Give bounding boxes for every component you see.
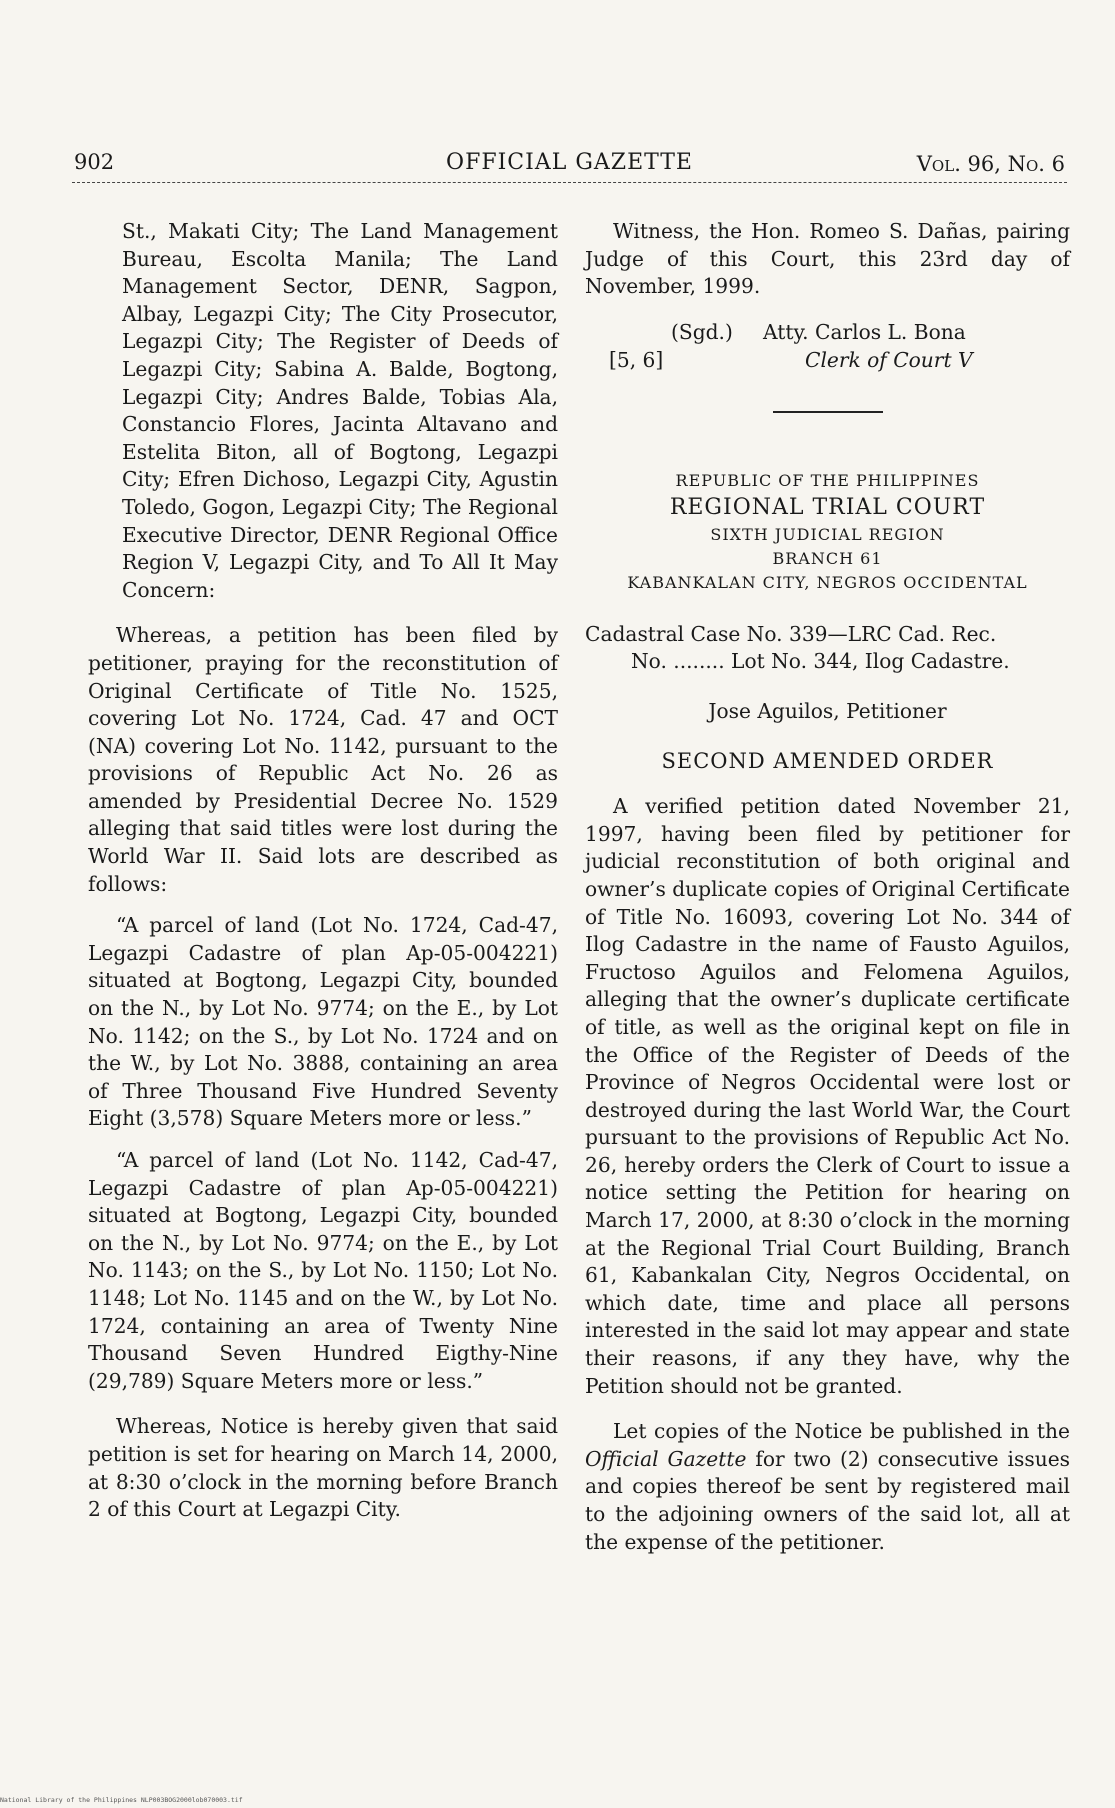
petitioner-line: Jose Aguilos, Petitioner xyxy=(708,698,947,723)
whereas-hearing-paragraph: Whereas, Notice is hereby given that said petition is set for hearing on March 14, 2000, at 8:30 o’clock in the morning before Branch 2 of this Court at Legazpi City. xyxy=(88,1414,558,1522)
publication-text-start: Let copies of the Notice be published in the xyxy=(613,1419,1070,1444)
signatory-position: Clerk of Court V xyxy=(805,347,973,372)
republic-line: REPUBLIC OF THE PHILIPPINES xyxy=(675,470,980,490)
judicial-region: SIXTH JUDICIAL REGION xyxy=(710,524,945,544)
signature-block xyxy=(585,319,1070,375)
scan-caption: National Library of the Philippines NLP003BOG2000lob070003.tif xyxy=(0,1796,243,1804)
signed-mark: (Sgd.) xyxy=(671,319,733,344)
right-column xyxy=(585,218,1070,1556)
court-location: KABANKALAN CITY, NEGROS OCCIDENTAL xyxy=(627,572,1028,592)
left-column xyxy=(88,218,558,1524)
signatory-name: Atty. Carlos L. Bona xyxy=(763,319,966,344)
case-caption xyxy=(585,621,1070,676)
volume-number: Vol. 96, No. 6 xyxy=(916,152,1065,176)
addressee-list: St., Makati City; The Land Management Bureau, Escolta Manila; The Land Management Sector, DENR, Sagpon, Albay, Legazpi City; The City Prosecutor, Legazpi City; The Register of Deeds of Legazpi City; Sabina A. Balde, Bogtong, Legazpi City; Andres Balde, Tobias Ala, Constancio Flores, Jacinta Altavano and Estelita Biton, all of Bogtong, Legazpi City; Efren Dichoso, Legazpi City, Agustin Toledo, Gogon, Legazpi City; The Regional Executive Director, DENR Regional Office Region V, Legazpi City, and To All It May Concern: xyxy=(122,219,558,602)
publication-text-end: for two (2) consecutive issues and copies thereof be sent by registered mail to the adjoining owners of the said lot, all at the expense of the petitioner. xyxy=(585,1446,1070,1554)
publication-title: OFFICIAL GAZETTE xyxy=(446,150,693,175)
court-branch: BRANCH 61 xyxy=(772,548,883,568)
court-heading xyxy=(585,469,1070,595)
witness-paragraph: Witness, the Hon. Romeo S. Dañas, pairing Judge of this Court, this 23rd day of November, 1999. xyxy=(585,219,1070,299)
whereas-petition-paragraph: Whereas, a petition has been filed by petitioner, praying for the reconstitution of Original Certificate of Title No. 1525, covering Lot No. 1724, Cad. 47 and OCT (NA) covering Lot No. 1142, pursuant to the provisions of Republic Act No. 26 as amended by Presidential Decree No. 1529 alleging that said titles were lost during the World War II. Said lots are described as follows: xyxy=(88,623,558,896)
gazette-name: Official Gazette xyxy=(585,1446,747,1471)
court-name: REGIONAL TRIAL COURT xyxy=(669,494,986,520)
issue-reference: [5, 6] xyxy=(609,347,664,372)
publication-paragraph xyxy=(585,1418,1070,1556)
case-number-line: Cadastral Case No. 339—LRC Cad. Rec. xyxy=(585,621,997,646)
section-divider xyxy=(773,411,883,413)
order-title: SECOND AMENDED ORDER xyxy=(661,748,994,773)
page-number: 902 xyxy=(74,150,115,174)
page-header xyxy=(72,148,1067,183)
order-body: A verified petition dated November 21, 1997, having been filed by petitioner for judicial reconstitution of both original and owner’s duplicate copies of Original Certificate of Title No. 16093, covering Lot No. 344 of Ilog Cadastre in the name of Fausto Aguilos, Fructoso Aguilos and Felomena Aguilos, alleging that the owner’s duplicate certificate of title, as well as the original kept on file in the Office of the Register of Deeds of the Province of Negros Occidental were lost or destroyed during the last World War, the Court pursuant to the provisions of Republic Act No. 26, hereby orders the Clerk of Court to issue a notice setting the Petition for hearing on March 17, 2000, at 8:30 o’clock in the morning at the Regional Trial Court Building, Branch 61, Kabankalan City, Negros Occidental, on which date, time and place all persons interested in the said lot may appear and state their reasons, if any they have, why the Petition should not be granted. xyxy=(585,794,1070,1398)
lot-1724-description: “A parcel of land (Lot No. 1724, Cad-47, Legazpi Cadastre of plan Ap-05-004221) situated at Bogtong, Legazpi City, bounded on the N., by Lot No. 9774; on the E., by Lot No. 1142; on the S., by Lot No. 1724 and on the W., by Lot No. 3888, containing an area of Three Thousand Five Hundred Seventy Eight (3,578) Square Meters more or less.” xyxy=(88,913,558,1131)
lot-1142-description: “A parcel of land (Lot No. 1142, Cad-47, Legazpi Cadastre of plan Ap-05-004221) situated at Bogtong, Legazpi City, bounded on the N., by Lot No. 9774; on the E., by Lot No. 1143; on the S., by Lot No. 1150; Lot No. 1148; Lot No. 1145 and on the W., by Lot No. 1724, containing an area of Twenty Nine Thousand Seven Hundred Eigthy-Nine (29,789) Square Meters more or less.” xyxy=(88,1148,558,1393)
lot-number-line: No. ........ Lot No. 344, Ilog Cadastre. xyxy=(631,649,1010,674)
